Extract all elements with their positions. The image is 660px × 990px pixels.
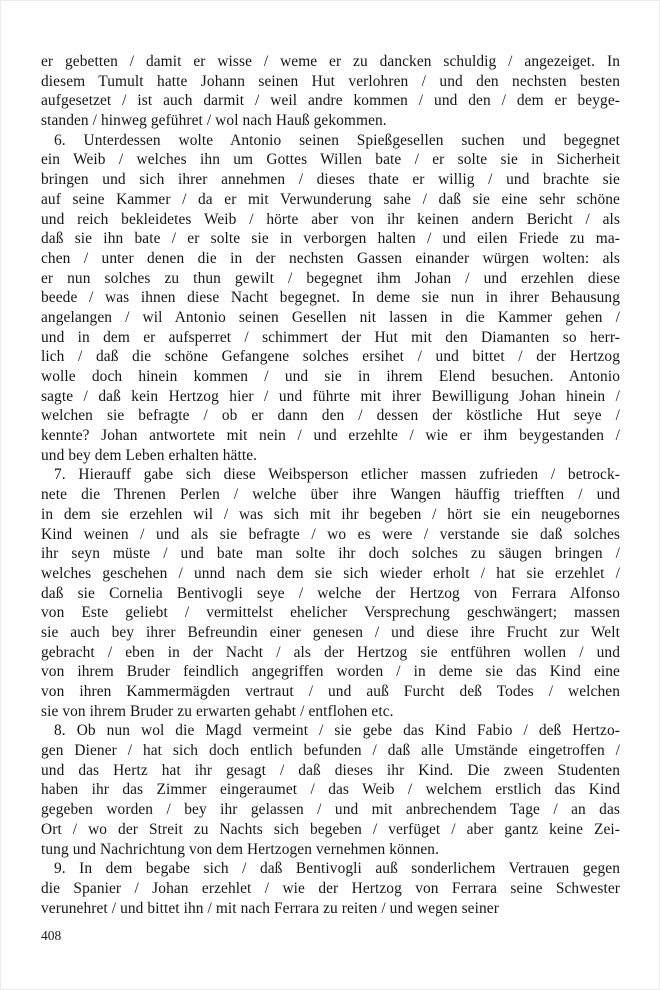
text-line: in dem sie erzehlen wil / was sich mit ihr begeben / hört sie ein neugebornes xyxy=(41,505,620,523)
paragraph xyxy=(41,721,620,859)
text-line: er nun solches zu thun gewilt / begegnet ihm Johan / und erzehlen diese xyxy=(41,269,620,287)
text-line: von ihrem Bruder feindlich angegriffen worden / in deme sie das Kind eine xyxy=(41,663,620,681)
paragraph xyxy=(41,131,620,466)
text-line: nete die Threnen Perlen / welche über ihre Wangen häuffig triefften / und xyxy=(41,486,620,504)
text-line: sagte / daß kein Hertzog hier / und führte mit ihrer Bewilligung Johan hinein / xyxy=(41,387,620,405)
text-line: chen / unter denen die in der nechsten Gassen einander würgen wolten: als xyxy=(41,249,620,267)
text-line: 9. In dem begabe sich / daß Bentivogli auß sonderlichem Vertrauen gegen xyxy=(54,860,620,878)
text-line: gen Diener / hat sich doch entlich befunden / daß alle Umstände eingetroffen / xyxy=(41,742,620,760)
text-line: sie auch bey ihrer Befreundin einer genesen / und diese ihre Frucht zur Welt xyxy=(41,623,620,641)
text-line: beede / was ihnen diese Nacht begegnet. In deme sie nun in ihrer Behausung xyxy=(41,289,620,307)
text-line: 6. Unterdessen wolte Antonio seinen Spießgesellen suchen und begegnet xyxy=(54,131,620,149)
text-line: die Spanier / Johan erzehlet / wie der Hertzog von Ferrara seine Schwester xyxy=(41,879,620,897)
text-line: standen / hinweg geführet / wol nach Hauß gekommen. xyxy=(41,112,387,130)
text-line: gegeben worden / bey ihr gelassen / und mit anbrechendem Tage / an das xyxy=(41,801,620,819)
text-line: bringen und sich ihrer annehmen / dieses thate er willig / und brachte sie xyxy=(41,171,620,189)
text-line: daß sie ihn bate / er solte sie in verborgen halten / und eilen Friede zu ma- xyxy=(41,230,620,248)
text-line: und in dem er aufsperret / schimmert der Hut mit den Diamanten so herr- xyxy=(41,328,620,346)
text-line: gebracht / eben in der Nacht / als der Hertzog sie entführen wollen / und xyxy=(41,643,620,661)
text-line: haben ihr das Zimmer eingeraumet / das Weib / welchem erstlich das Kind xyxy=(41,781,620,799)
text-line: ein Weib / welches ihn um Gottes Willen bate / er solte sie in Sicherheit xyxy=(41,151,620,169)
text-line: tung und Nachrichtung von dem Hertzogen vernehmen können. xyxy=(41,840,440,858)
text-line: und reich bekleidetes Weib / hörte aber von ihr keinen andern Bericht / als xyxy=(41,210,620,228)
text-line: aufgesetzet / ist auch darmit / weil andre kommen / und den / dem er beyge- xyxy=(41,92,620,110)
text-line: lich / daß die schöne Gefangene solches ersihet / und bittet / der Hertzog xyxy=(41,348,620,366)
text-line: welches geschehen / unnd nach dem sie sich wieder erholt / hat sie erzehlet / xyxy=(41,564,620,582)
text-line: von Este geliebt / vermittelst ehelicher Versprechung geschwängert; massen xyxy=(41,604,620,622)
text-line: Ort / wo der Streit zu Nachts sich begeben / verfüget / aber gantz keine Zei- xyxy=(41,820,620,838)
page-text xyxy=(41,52,620,918)
text-line: und bey dem Leben erhalten hätte. xyxy=(41,446,258,464)
text-line: 8. Ob nun wol die Magd vermeint / sie gebe das Kind Fabio / deß Hertzo- xyxy=(54,722,620,740)
text-line: auf seine Kammer / da er mit Verwunderung sahe / daß sie eine sehr schöne xyxy=(41,190,620,208)
text-line: 7. Hierauff gabe sich diese Weibsperson etlicher massen zufrieden / betrock- xyxy=(54,466,620,484)
text-line: von ihren Kammermägden vertraut / und auß Furcht deß Todes / welchen xyxy=(41,683,620,700)
text-line: angelangen / wil Antonio seinen Gesellen nit lassen in die Kammer gehen / xyxy=(41,308,620,326)
text-line: verunehret / und bittet ihn / mit nach Ferrara zu reiten / und wegen seiner xyxy=(41,899,499,917)
paragraph xyxy=(41,465,620,721)
page-number: 408 xyxy=(41,928,62,943)
text-line: er gebetten / damit er wisse / weme er zu dancken schuldig / angezeiget. In xyxy=(41,53,620,70)
text-line: ihr seyn müste / und bate man solte ihr doch solches zu säugen bringen / xyxy=(41,545,620,563)
text-line: welchen sie befragte / ob er dann den / dessen der köstliche Hut seye / xyxy=(41,407,620,425)
text-line: sie von ihrem Bruder zu erwarten gehabt / entflohen etc. xyxy=(41,702,394,720)
text-line: diesem Tumult hatte Johann seinen Hut verlohren / und den nechsten besten xyxy=(41,72,620,90)
text-line: wolle doch hinein kommen / und sie in ihrem Elend besuchen. Antonio xyxy=(41,368,620,385)
paragraph xyxy=(41,52,620,131)
text-line: kennte? Johan antwortete mit nein / und erzehlte / wie er ihm beygestanden / xyxy=(41,427,620,445)
text-line: Kind weinen / und als sie befragte / wo es were / verstande sie daß solches xyxy=(41,525,620,543)
text-line: und das Hertz hat ihr gesagt / daß dieses ihr Kind. Die zween Studenten xyxy=(41,761,620,779)
paragraph xyxy=(41,859,620,918)
text-line: daß sie Cornelia Bentivogli seye / welche der Hertzog von Ferrara Alfonso xyxy=(41,584,620,602)
